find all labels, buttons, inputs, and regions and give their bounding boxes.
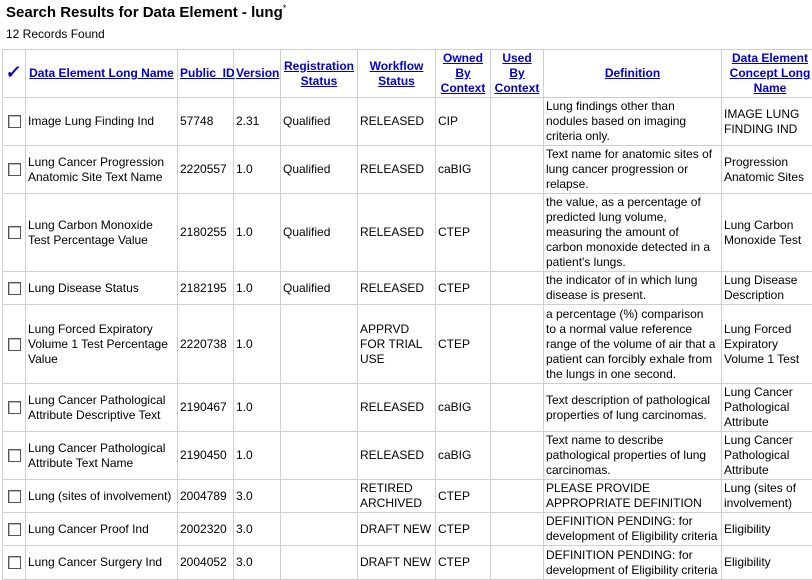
table-row <box>3 305 812 384</box>
row-checkbox[interactable] <box>8 449 21 462</box>
cell-line: Test Percentage Value <box>28 233 175 248</box>
cell-line: DEFINITION PENDING: for <box>546 514 719 529</box>
cell-line: Lung Carbon <box>724 218 812 233</box>
cell-public-id: 2002320 <box>178 513 234 546</box>
cell-line: PLEASE PROVIDE <box>546 481 719 496</box>
header-line: Used By <box>493 51 541 81</box>
cell-line: properties of lung carcinomas. <box>546 408 719 423</box>
sort-public-id-link[interactable]: Public_ID <box>180 66 235 80</box>
cell-line: Text name to describe <box>546 433 719 448</box>
cell-line: patient's lungs. <box>546 255 719 270</box>
cell-line: predicted lung volume, <box>546 210 719 225</box>
cell-version: 1.0 <box>234 384 281 432</box>
cell-line: Image Lung Finding Ind <box>28 114 175 129</box>
cell-long-name <box>26 546 178 580</box>
select-cell <box>3 513 26 546</box>
sort-owned-by-link[interactable] <box>438 51 488 96</box>
cell-line: Eligibility <box>724 522 812 537</box>
cell-line: Text name for anatomic sites of <box>546 147 719 162</box>
cell-line: the lungs in one second. <box>546 367 719 382</box>
cell-registration-status <box>281 305 358 384</box>
cell-line: relapse. <box>546 177 719 192</box>
cell-line: Lung (sites of involvement) <box>28 489 175 504</box>
cell-concept-long-name <box>722 305 812 384</box>
sort-definition-link[interactable]: Definition <box>605 66 660 80</box>
header-line: Status <box>283 74 355 89</box>
cell-version: 1.0 <box>234 305 281 384</box>
cell-line: DRAFT NEW <box>360 522 433 537</box>
row-checkbox[interactable] <box>8 523 21 536</box>
cell-owned-by: caBIG <box>436 432 491 480</box>
cell-used-by <box>491 546 544 580</box>
header-line: Registration <box>283 59 355 74</box>
cell-long-name <box>26 513 178 546</box>
header-line: Concept Long <box>724 66 812 81</box>
table-row <box>3 272 812 305</box>
cell-line: FOR TRIAL <box>360 337 433 352</box>
table-row <box>3 98 812 146</box>
cell-line: the value, as a percentage of <box>546 195 719 210</box>
sort-long-name-link[interactable]: Data Element Long Name <box>29 66 174 80</box>
row-checkbox[interactable] <box>8 338 21 351</box>
col-workflow-status <box>358 50 436 98</box>
cell-used-by <box>491 513 544 546</box>
cell-long-name <box>26 480 178 513</box>
cell-line: Volume 1 Test <box>724 352 812 367</box>
cell-line: carbon monoxide detected in a <box>546 240 719 255</box>
cell-line: development of Eligibility criteria <box>546 529 719 544</box>
cell-line: Attribute Descriptive Text <box>28 408 175 423</box>
cell-line: RELEASED <box>360 448 433 463</box>
header-line: Workflow <box>360 59 433 74</box>
cell-line: Attribute Text Name <box>28 456 175 471</box>
cell-public-id: 2220738 <box>178 305 234 384</box>
cell-line: Monoxide Test <box>724 233 812 248</box>
cell-version: 1.0 <box>234 432 281 480</box>
row-checkbox[interactable] <box>8 115 21 128</box>
sort-concept-long-name-link[interactable] <box>724 51 812 96</box>
cell-line: Anatomic Site Text Name <box>28 170 175 185</box>
cell-registration-status <box>281 432 358 480</box>
select-cell <box>3 546 26 580</box>
cell-used-by <box>491 480 544 513</box>
cell-line: disease is present. <box>546 288 719 303</box>
cell-owned-by: CTEP <box>436 272 491 305</box>
cell-registration-status <box>281 513 358 546</box>
cell-concept-long-name <box>722 513 812 546</box>
cell-workflow-status <box>358 432 436 480</box>
col-registration-status <box>281 50 358 98</box>
results-body <box>3 98 812 580</box>
row-checkbox[interactable] <box>8 163 21 176</box>
cell-public-id: 2004052 <box>178 546 234 580</box>
row-checkbox[interactable] <box>8 282 21 295</box>
cell-definition <box>544 546 722 580</box>
cell-line: Lung (sites of <box>724 481 812 496</box>
sort-workflow-status-link[interactable] <box>360 59 433 89</box>
cell-public-id: 2004789 <box>178 480 234 513</box>
cell-workflow-status <box>358 146 436 194</box>
cell-public-id: 2190467 <box>178 384 234 432</box>
cell-version: 2.31 <box>234 98 281 146</box>
cell-long-name <box>26 98 178 146</box>
cell-line: DEFINITION PENDING: for <box>546 548 719 563</box>
cell-public-id: 57748 <box>178 98 234 146</box>
cell-long-name <box>26 384 178 432</box>
cell-workflow-status <box>358 513 436 546</box>
cell-line: APPROPRIATE DEFINITION <box>546 496 719 511</box>
col-used-by <box>491 50 544 98</box>
cell-public-id: 2190450 <box>178 432 234 480</box>
page-title-text: Search Results for Data Element - lung <box>6 4 283 21</box>
row-checkbox[interactable] <box>8 556 21 569</box>
cell-line: Anatomic Sites <box>724 170 812 185</box>
cell-line: Text description of pathological <box>546 393 719 408</box>
cell-line: Lung Cancer Pathological <box>28 393 175 408</box>
header-line: Data Element <box>724 51 812 66</box>
cell-line: Progression <box>724 155 812 170</box>
cell-version: 1.0 <box>234 146 281 194</box>
cell-long-name <box>26 432 178 480</box>
cell-workflow-status <box>358 305 436 384</box>
sort-used-by-link[interactable] <box>493 51 541 96</box>
cell-owned-by: CTEP <box>436 546 491 580</box>
select-cell <box>3 384 26 432</box>
cell-owned-by: CIP <box>436 98 491 146</box>
cell-line: RETIRED <box>360 481 433 496</box>
cell-concept-long-name <box>722 146 812 194</box>
cell-line: RELEASED <box>360 162 433 177</box>
cell-line: pathological properties of lung <box>546 448 719 463</box>
cell-definition <box>544 384 722 432</box>
sort-registration-status-link[interactable] <box>283 59 355 89</box>
cell-long-name <box>26 272 178 305</box>
title-marker: * <box>283 3 287 13</box>
cell-owned-by: CTEP <box>436 305 491 384</box>
row-checkbox[interactable] <box>8 490 21 503</box>
cell-definition <box>544 272 722 305</box>
header-line: Context <box>438 81 488 96</box>
table-row <box>3 432 812 480</box>
cell-line: nodules based on imaging <box>546 114 719 129</box>
select-cell <box>3 305 26 384</box>
cell-used-by <box>491 384 544 432</box>
cell-line: RELEASED <box>360 281 433 296</box>
cell-version: 3.0 <box>234 480 281 513</box>
cell-registration-status: Qualified <box>281 194 358 272</box>
cell-line: to a normal value reference <box>546 322 719 337</box>
select-cell <box>3 194 26 272</box>
cell-workflow-status <box>358 272 436 305</box>
header-line: By <box>438 66 488 81</box>
cell-line: Attribute <box>724 463 812 478</box>
cell-definition <box>544 194 722 272</box>
cell-line: Lung Cancer Progression <box>28 155 175 170</box>
cell-definition <box>544 146 722 194</box>
cell-concept-long-name <box>722 98 812 146</box>
cell-line: lung cancer progression or <box>546 162 719 177</box>
row-checkbox[interactable] <box>8 226 21 239</box>
cell-line: the indicator of in which lung <box>546 273 719 288</box>
cell-workflow-status <box>358 194 436 272</box>
cell-line: Description <box>724 288 812 303</box>
cell-long-name <box>26 194 178 272</box>
cell-long-name <box>26 305 178 384</box>
page-title <box>6 4 286 21</box>
cell-used-by <box>491 305 544 384</box>
cell-registration-status <box>281 546 358 580</box>
cell-version: 1.0 <box>234 272 281 305</box>
table-row <box>3 546 812 580</box>
cell-owned-by: CTEP <box>436 480 491 513</box>
table-row <box>3 384 812 432</box>
cell-line: Lung Forced <box>724 322 812 337</box>
cell-registration-status: Qualified <box>281 98 358 146</box>
cell-definition <box>544 513 722 546</box>
cell-line: Attribute <box>724 415 812 430</box>
cell-line: Lung findings other than <box>546 99 719 114</box>
cell-line: APPRVD <box>360 322 433 337</box>
cell-definition <box>544 98 722 146</box>
cell-definition <box>544 480 722 513</box>
select-cell <box>3 480 26 513</box>
cell-definition <box>544 305 722 384</box>
cell-line: Lung Disease Status <box>28 281 175 296</box>
select-all-header <box>3 50 26 98</box>
select-cell <box>3 432 26 480</box>
cell-line: Lung Cancer Surgery Ind <box>28 555 175 570</box>
cell-line: measuring the amount of <box>546 225 719 240</box>
cell-line: patient can forcibly exhale from <box>546 352 719 367</box>
cell-version: 3.0 <box>234 546 281 580</box>
cell-line: Volume 1 Test Percentage <box>28 337 175 352</box>
cell-long-name <box>26 146 178 194</box>
results-table <box>2 49 812 580</box>
cell-line: Value <box>28 352 175 367</box>
select-cell <box>3 98 26 146</box>
cell-line: range of the volume of air that a <box>546 337 719 352</box>
cell-line: Lung Disease <box>724 273 812 288</box>
col-definition <box>544 50 722 98</box>
cell-workflow-status <box>358 480 436 513</box>
cell-line: Lung Forced Expiratory <box>28 322 175 337</box>
cell-used-by <box>491 98 544 146</box>
table-row <box>3 146 812 194</box>
cell-public-id: 2220557 <box>178 146 234 194</box>
cell-line: RELEASED <box>360 225 433 240</box>
records-found: 12 Records Found <box>6 27 105 41</box>
select-all-checkmark-icon[interactable]: ✓ <box>5 65 22 80</box>
cell-registration-status <box>281 384 358 432</box>
cell-used-by <box>491 146 544 194</box>
cell-line: criteria only. <box>546 129 719 144</box>
header-row <box>3 50 812 98</box>
cell-line: FINDING IND <box>724 122 812 137</box>
cell-concept-long-name <box>722 432 812 480</box>
cell-line: Lung Cancer Proof Ind <box>28 522 175 537</box>
cell-concept-long-name <box>722 194 812 272</box>
cell-line: ARCHIVED <box>360 496 433 511</box>
cell-line: RELEASED <box>360 114 433 129</box>
table-row <box>3 513 812 546</box>
cell-owned-by: caBIG <box>436 384 491 432</box>
select-cell <box>3 146 26 194</box>
cell-version: 3.0 <box>234 513 281 546</box>
cell-owned-by: CTEP <box>436 194 491 272</box>
cell-used-by <box>491 272 544 305</box>
cell-workflow-status <box>358 546 436 580</box>
cell-line: Lung Cancer Pathological <box>28 441 175 456</box>
cell-line: a percentage (%) comparison <box>546 307 719 322</box>
cell-line: Eligibility <box>724 555 812 570</box>
cell-concept-long-name <box>722 272 812 305</box>
header-line: Owned <box>438 51 488 66</box>
cell-public-id: 2182195 <box>178 272 234 305</box>
cell-line: IMAGE LUNG <box>724 107 812 122</box>
table-row <box>3 194 812 272</box>
cell-line: Lung Cancer <box>724 385 812 400</box>
header-line: Context <box>493 81 541 96</box>
cell-line: Pathological <box>724 400 812 415</box>
col-public-id <box>178 50 234 98</box>
cell-line: Lung Cancer <box>724 433 812 448</box>
cell-line: Lung Carbon Monoxide <box>28 218 175 233</box>
header-line: Status <box>360 74 433 89</box>
cell-line: development of Eligibility criteria <box>546 563 719 578</box>
cell-line: USE <box>360 352 433 367</box>
cell-owned-by: caBIG <box>436 146 491 194</box>
cell-public-id: 2180255 <box>178 194 234 272</box>
cell-concept-long-name <box>722 546 812 580</box>
col-version <box>234 50 281 98</box>
table-row <box>3 480 812 513</box>
row-checkbox[interactable] <box>8 401 21 414</box>
cell-used-by <box>491 194 544 272</box>
cell-line: RELEASED <box>360 400 433 415</box>
col-concept-long-name <box>722 50 812 98</box>
cell-registration-status: Qualified <box>281 146 358 194</box>
cell-workflow-status <box>358 384 436 432</box>
cell-line: Expiratory <box>724 337 812 352</box>
col-long-name <box>26 50 178 98</box>
cell-concept-long-name <box>722 384 812 432</box>
col-owned-by <box>436 50 491 98</box>
select-cell <box>3 272 26 305</box>
cell-line: involvement) <box>724 496 812 511</box>
cell-used-by <box>491 432 544 480</box>
cell-definition <box>544 432 722 480</box>
cell-concept-long-name <box>722 480 812 513</box>
cell-version: 1.0 <box>234 194 281 272</box>
cell-workflow-status <box>358 98 436 146</box>
cell-registration-status: Qualified <box>281 272 358 305</box>
cell-line: carcinomas. <box>546 463 719 478</box>
sort-version-link[interactable]: Version <box>236 66 279 80</box>
cell-line: Pathological <box>724 448 812 463</box>
cell-owned-by: CTEP <box>436 513 491 546</box>
header-line: Name <box>724 81 812 96</box>
cell-line: DRAFT NEW <box>360 555 433 570</box>
cell-registration-status <box>281 480 358 513</box>
